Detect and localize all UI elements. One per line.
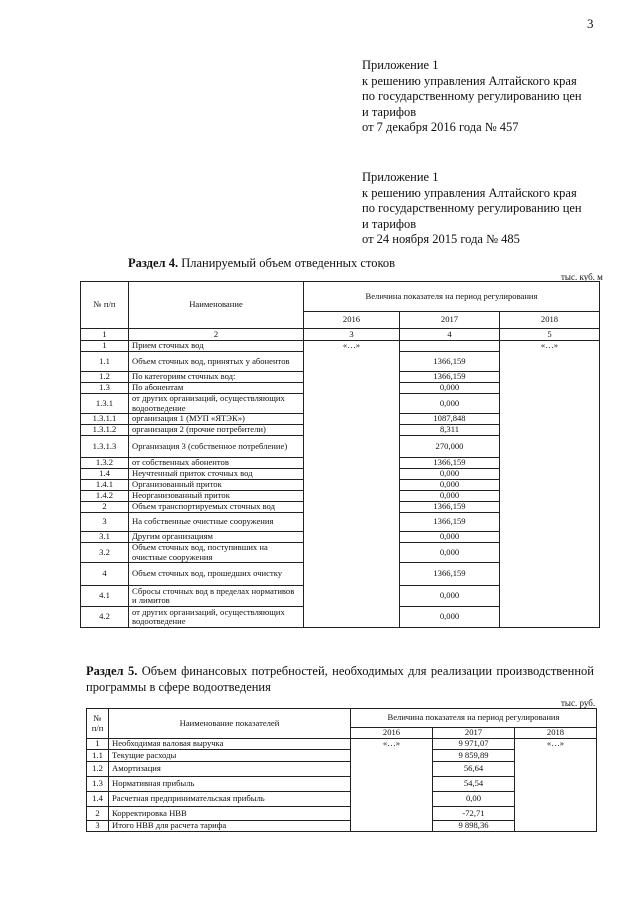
row-number: 4.2	[81, 607, 129, 628]
value-2017: 1366,159	[400, 563, 500, 586]
appendix-line: Приложение 1	[362, 170, 439, 184]
appendix-line: к решению управления Алтайского края	[362, 73, 577, 88]
row-name: Расчетная предпринимательская прибыль	[109, 792, 351, 807]
row-name: Прием сточных вод	[129, 341, 304, 352]
header-name: Наименование	[129, 282, 304, 329]
value-2017: 0,000	[400, 607, 500, 628]
value-2017: 1366,159	[400, 372, 500, 383]
row-number: 1.3.1.3	[81, 436, 129, 458]
appendix-line: от 24 ноября 2015 года № 485	[362, 232, 520, 247]
header-period: Величина показателя на период регулирования	[304, 282, 600, 312]
value-2017	[400, 341, 500, 352]
column-number: 3	[304, 329, 400, 341]
value-2017: 0,000	[400, 394, 500, 414]
row-name: Объем сточных вод, принятых у абонентов	[129, 352, 304, 372]
value-2018: «…»	[500, 341, 600, 628]
row-name: от собственных абонентов	[129, 458, 304, 469]
value-2017: 9 859,89	[433, 750, 515, 762]
row-number: 1.4	[87, 792, 109, 807]
value-2017: 0,000	[400, 480, 500, 491]
row-name: от других организаций, осуществляющих водоотведение	[129, 394, 304, 414]
header-num: № п/п	[87, 709, 109, 739]
row-number: 2	[81, 502, 129, 513]
value-2017: 1087,848	[400, 414, 500, 425]
column-number: 4	[400, 329, 500, 341]
value-2017: 9 898,36	[433, 821, 515, 832]
row-number: 1	[81, 341, 129, 352]
row-number: 1.3.1.1	[81, 414, 129, 425]
value-2018: «…»	[515, 739, 597, 832]
section-5-heading-text: Объем финансовых потребностей, необходимых для реализации производственной программы в сфере водоотведения	[86, 664, 594, 694]
value-2017: 9 971,07	[433, 739, 515, 750]
value-2017: -72,71	[433, 807, 515, 821]
wastewater-volume-table	[80, 281, 600, 628]
value-2017: 0,000	[400, 469, 500, 480]
section-5-label: Раздел 5.	[86, 664, 138, 678]
row-name: Итого НВВ для расчета тарифа	[109, 821, 351, 832]
row-name: Амортизация	[109, 762, 351, 777]
value-2017: 1366,159	[400, 502, 500, 513]
value-2017: 56,64	[433, 762, 515, 777]
row-number: 3	[81, 513, 129, 532]
header-year-2018: 2018	[515, 728, 597, 739]
row-name: Объем транспортируемых сточных вод	[129, 502, 304, 513]
header-name: Наименование показателей	[109, 709, 351, 739]
value-2016: «…»	[351, 739, 433, 832]
value-2017: 8,311	[400, 425, 500, 436]
section-4-title	[128, 255, 395, 271]
row-number: 1.3.2	[81, 458, 129, 469]
column-number: 1	[81, 329, 129, 341]
row-number: 1.4.1	[81, 480, 129, 491]
row-name: Объем сточных вод, прошедших очистку	[129, 563, 304, 586]
value-2017: 0,000	[400, 543, 500, 563]
row-number: 1.4	[81, 469, 129, 480]
value-2017: 0,000	[400, 383, 500, 394]
page-number: 3	[587, 16, 594, 31]
value-2016: «…»	[304, 341, 400, 628]
header-num: № п/п	[81, 282, 129, 329]
header-year-2016: 2016	[304, 312, 400, 329]
section-5-unit: тыс. руб.	[561, 698, 596, 708]
row-name: от других организаций, осуществляющих водоотведение	[129, 607, 304, 628]
section-4-unit: тыс. куб. м	[561, 272, 603, 282]
row-number: 4.1	[81, 586, 129, 607]
appendix-line: Приложение 1	[362, 58, 439, 72]
row-name: Текущие расходы	[109, 750, 351, 762]
header-year-2017: 2017	[400, 312, 500, 329]
table-row	[87, 739, 597, 750]
appendix-line: и тарифов	[362, 216, 417, 231]
row-name: организация 1 (МУП «ЯТЭК»)	[129, 414, 304, 425]
row-number: 1.2	[81, 372, 129, 383]
row-name: Объем сточных вод, поступивших на очистные сооружения	[129, 543, 304, 563]
appendix-line: по государственному регулированию цен	[362, 201, 582, 216]
appendix-block-2015	[362, 170, 582, 248]
row-number: 1.3.1.2	[81, 425, 129, 436]
value-2017: 0,000	[400, 491, 500, 502]
header-year-2017: 2017	[433, 728, 515, 739]
row-name: Неучтенный приток сточных вод	[129, 469, 304, 480]
section-5-title	[86, 663, 594, 695]
row-number: 4	[81, 563, 129, 586]
row-number: 1.3	[81, 383, 129, 394]
column-number: 5	[500, 329, 600, 341]
row-number: 1	[87, 739, 109, 750]
row-number: 3.1	[81, 532, 129, 543]
appendix-line: к решению управления Алтайского края	[362, 185, 577, 200]
row-number: 1.4.2	[81, 491, 129, 502]
section-4-label: Раздел 4.	[128, 256, 179, 270]
value-2017: 0,00	[433, 792, 515, 807]
value-2017: 0,000	[400, 532, 500, 543]
row-number: 1.1	[81, 352, 129, 372]
row-name: Необходимая валовая выручка	[109, 739, 351, 750]
appendix-block-2016	[362, 58, 582, 136]
appendix-line: от 7 декабря 2016 года № 457	[362, 120, 519, 135]
row-number: 1.1	[87, 750, 109, 762]
financial-needs-table	[86, 708, 597, 832]
header-period: Величина показателя на период регулирования	[351, 709, 597, 728]
row-number: 3.2	[81, 543, 129, 563]
row-number: 3	[87, 821, 109, 832]
row-number: 1.3	[87, 777, 109, 792]
value-2017: 1366,159	[400, 458, 500, 469]
header-year-2016: 2016	[351, 728, 433, 739]
value-2017: 54,54	[433, 777, 515, 792]
row-number: 1.3.1	[81, 394, 129, 414]
value-2017: 1366,159	[400, 513, 500, 532]
table-row	[81, 341, 600, 352]
column-number: 2	[129, 329, 304, 341]
row-name: Сбросы сточных вод в пределах нормативов и лимитов	[129, 586, 304, 607]
row-name: На собственные очистные сооружения	[129, 513, 304, 532]
row-name: Корректировка НВВ	[109, 807, 351, 821]
value-2017: 270,000	[400, 436, 500, 458]
row-name: Нормативная прибыль	[109, 777, 351, 792]
appendix-line: и тарифов	[362, 104, 417, 119]
row-name: Другим организациям	[129, 532, 304, 543]
row-name: Организация 3 (собственное потребление)	[129, 436, 304, 458]
value-2017: 1366,159	[400, 352, 500, 372]
appendix-line: по государственному регулированию цен	[362, 89, 582, 104]
value-2017: 0,000	[400, 586, 500, 607]
section-4-heading-text: Планируемый объем отведенных стоков	[178, 256, 396, 270]
row-name: организация 2 (прочие потребители)	[129, 425, 304, 436]
row-number: 1.2	[87, 762, 109, 777]
row-number: 2	[87, 807, 109, 821]
row-name: Организованный приток	[129, 480, 304, 491]
row-name: Неорганизованный приток	[129, 491, 304, 502]
row-name: По категориям сточных вод:	[129, 372, 304, 383]
header-year-2018: 2018	[500, 312, 600, 329]
row-name: По абонентам	[129, 383, 304, 394]
